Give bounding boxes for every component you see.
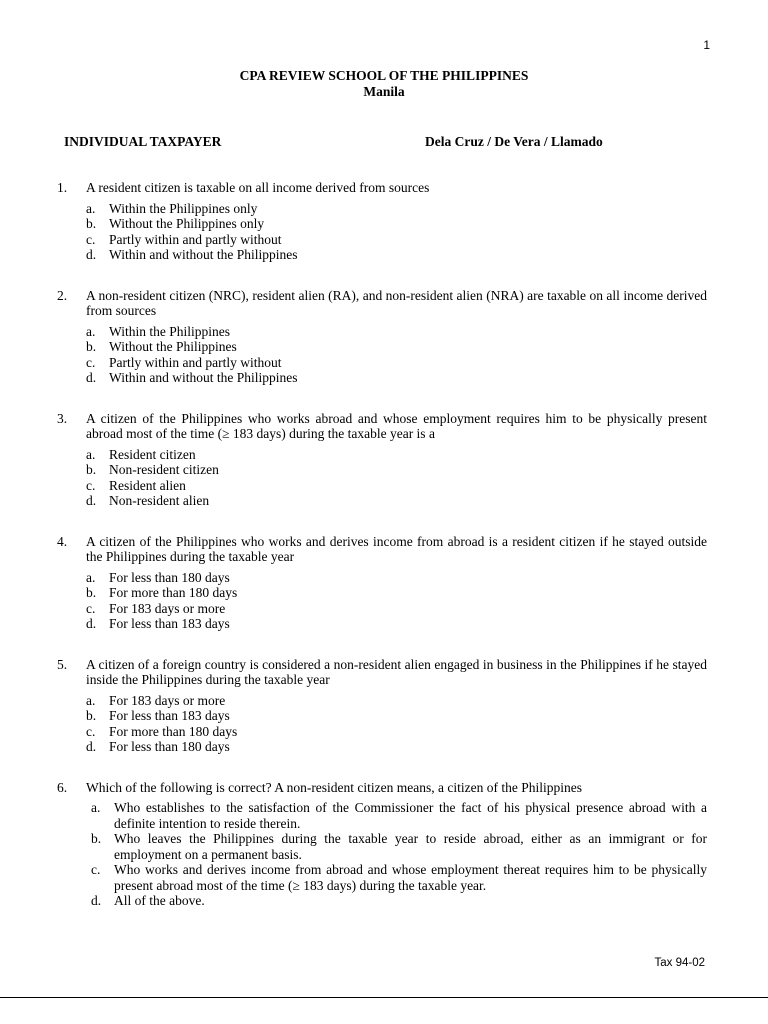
section-authors: Dela Cruz / De Vera / Llamado <box>425 134 603 149</box>
choice-a <box>86 447 707 463</box>
city-name: Manila <box>363 84 405 99</box>
choice-text: For 183 days or more <box>109 692 226 708</box>
choice-letter: d. <box>86 616 97 631</box>
choice-c <box>86 724 707 740</box>
choice-a <box>86 800 707 831</box>
choice-letter: b. <box>86 462 97 477</box>
question-4 <box>57 534 707 632</box>
choice-c <box>86 601 707 617</box>
choice-text: Within and without the Philippines <box>109 247 298 262</box>
question-number: 3. <box>57 410 68 426</box>
choice-text: For less than 183 days <box>109 616 230 631</box>
choice-text: Without the Philippines only <box>109 216 265 231</box>
choice-b <box>86 462 707 478</box>
choice-b <box>86 831 707 862</box>
choice-text: Partly within and partly without <box>109 354 282 370</box>
choice-text: For less than 180 days <box>109 569 230 585</box>
choice-text: Partly within and partly without <box>109 231 282 247</box>
choice-d <box>86 247 707 263</box>
choice-d <box>86 616 707 632</box>
choice-c <box>86 862 707 893</box>
choice-letter: c. <box>86 477 96 493</box>
school-name: CPA REVIEW SCHOOL OF THE PHILIPPINES <box>239 68 529 83</box>
document-code: Tax 94-02 <box>654 957 705 969</box>
choice-c <box>86 355 707 371</box>
choice-letter: c. <box>91 862 101 877</box>
question-number: 6. <box>57 779 68 795</box>
choice-letter: b. <box>86 339 97 354</box>
choice-text: Within the Philippines <box>109 323 230 339</box>
choice-text: For more than 180 days <box>109 585 238 600</box>
choice-text: Non-resident citizen <box>109 462 219 477</box>
choice-text: For less than 180 days <box>109 739 230 754</box>
choice-letter: c. <box>86 600 96 616</box>
choice-letter: b. <box>86 708 97 723</box>
choice-letter: d. <box>86 370 97 385</box>
question-text: Which of the following is correct? A non-resident citizen means, a citizen of the Philippines <box>86 779 582 795</box>
choice-d <box>86 370 707 386</box>
choice-letter: a. <box>86 569 96 585</box>
choice-c <box>86 478 707 494</box>
question-number: 2. <box>57 287 68 303</box>
choice-text: Without the Philippines <box>109 339 237 354</box>
choice-letter: d. <box>86 739 97 754</box>
section-title: INDIVIDUAL TAXPAYER <box>64 134 222 149</box>
choice-letter: c. <box>86 354 96 370</box>
choice-letter: a. <box>86 200 96 216</box>
question-text: A resident citizen is taxable on all income derived from sources <box>86 180 430 195</box>
choice-b <box>86 708 707 724</box>
choice-c <box>86 232 707 248</box>
question-number: 5. <box>57 656 68 672</box>
choice-text: Who works and derives income from abroad and whose employment thereat requires him to be physically present abroad most of the time (≥ 183 days) during the taxable year. <box>114 862 707 893</box>
choice-a <box>86 693 707 709</box>
choice-letter: a. <box>86 692 96 708</box>
page-number: 1 <box>703 38 710 52</box>
question-text: A citizen of the Philippines who works abroad and whose employment requires him to be physically present abroad most of the time (≥ 183 days) during the taxable year is a <box>86 410 707 441</box>
choice-d <box>86 493 707 509</box>
choice-text: Resident alien <box>109 477 186 493</box>
question-number: 4. <box>57 533 68 549</box>
choice-d <box>86 739 707 755</box>
choice-b <box>86 339 707 355</box>
choice-text: Who leaves the Philippines during the taxable year to reside abroad, either as an immigrant or for employment on a permanent basis. <box>114 831 707 862</box>
question-5 <box>57 657 707 755</box>
question-number: 1. <box>57 180 68 195</box>
question-3 <box>57 411 707 509</box>
choice-a <box>86 570 707 586</box>
choice-text: Resident citizen <box>109 446 196 462</box>
choice-text: For less than 183 days <box>109 708 230 723</box>
choice-letter: a. <box>86 446 96 462</box>
choice-text: All of the above. <box>114 893 205 908</box>
choice-text: Within the Philippines only <box>109 200 258 216</box>
choice-letter: b. <box>86 585 97 600</box>
choice-a <box>86 324 707 340</box>
document-header <box>0 68 768 100</box>
choice-letter: d. <box>86 493 97 508</box>
choice-letter: c. <box>86 231 96 247</box>
choice-letter: c. <box>86 723 96 739</box>
choice-letter: d. <box>86 247 97 262</box>
choice-text: For more than 180 days <box>109 723 238 739</box>
question-text: A citizen of a foreign country is considered a non-resident alien engaged in business in the Philippines if he stayed inside the Philippines during the taxable year <box>86 656 707 687</box>
question-text: A non-resident citizen (NRC), resident alien (RA), and non-resident alien (NRA) are taxable on all income derived from sources <box>86 287 707 318</box>
choice-text: Who establishes to the satisfaction of the Commissioner the fact of his physical presence abroad with a definite intention to reside therein. <box>114 800 707 831</box>
choice-letter: b. <box>91 831 102 846</box>
choice-a <box>86 201 707 217</box>
question-list <box>57 180 707 934</box>
choice-text: Within and without the Philippines <box>109 370 298 385</box>
question-2 <box>57 288 707 386</box>
choice-letter: b. <box>86 216 97 231</box>
choice-text: For 183 days or more <box>109 600 226 616</box>
question-6 <box>57 780 707 909</box>
question-text: A citizen of the Philippines who works and derives income from abroad is a resident citizen if he stayed outside the Philippines during the taxable year <box>86 533 707 564</box>
choice-letter: d. <box>91 893 102 908</box>
choice-b <box>86 216 707 232</box>
question-1 <box>57 180 707 263</box>
section-heading-row <box>64 134 704 152</box>
choice-letter: a. <box>86 323 96 339</box>
choice-letter: a. <box>91 800 101 815</box>
footer-divider <box>0 997 768 998</box>
choice-d <box>86 893 707 909</box>
choice-b <box>86 585 707 601</box>
choice-text: Non-resident alien <box>109 493 210 508</box>
